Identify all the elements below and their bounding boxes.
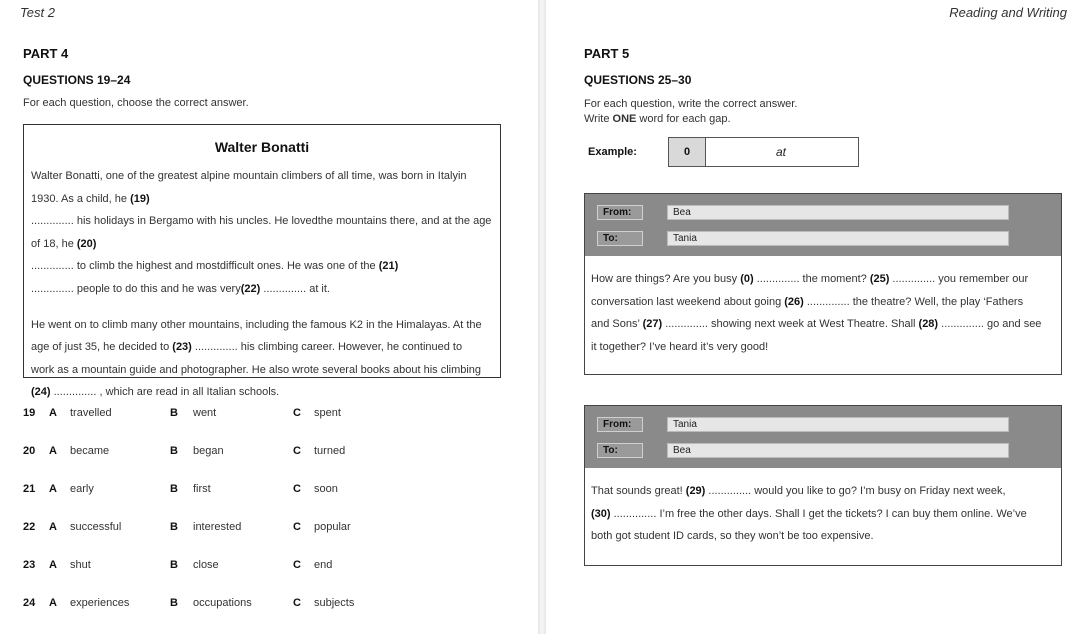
option-letter-b: B — [170, 559, 178, 571]
option-b-19[interactable]: went — [193, 407, 217, 419]
option-letter-a: A — [49, 407, 57, 419]
text-segment: That sounds great! — [591, 485, 686, 497]
text-segment: .............. you remember our — [889, 273, 1029, 285]
option-letter-a: A — [49, 483, 57, 495]
text-segment: difficult ones. He was one of the — [219, 260, 379, 273]
question-number: 21 — [23, 483, 36, 495]
option-c-23[interactable]: end — [314, 559, 333, 571]
option-c-20[interactable]: turned — [314, 445, 346, 457]
option-c-22[interactable]: popular — [314, 521, 351, 533]
option-row-19 — [23, 407, 483, 421]
option-letter-c: C — [293, 445, 301, 457]
question-number: (24) — [31, 386, 51, 399]
option-a-21[interactable]: early — [70, 483, 94, 495]
text-segment: in 1930. As a child, he — [31, 170, 467, 205]
question-number: 23 — [23, 559, 36, 571]
instruction-text: word for each gap. — [636, 113, 731, 125]
to-label: To: — [597, 231, 643, 246]
part5-instruction-line2 — [584, 112, 797, 127]
question-number: 20 — [23, 445, 36, 457]
text-segment: .............. people to do this and he was very — [31, 282, 241, 295]
text-segment: .............. the moment? — [753, 273, 870, 285]
text-segment: He went on to climb many other mountains, including the famous K2 in the Himalayas. At the — [31, 318, 482, 331]
option-letter-b: B — [170, 597, 178, 609]
text-segment: .............. would you like to go? I’m busy on Friday next week, — [705, 485, 1006, 497]
example-answer: at — [704, 137, 859, 167]
email-1-from-value: Bea — [667, 205, 1009, 220]
from-label: From: — [597, 205, 643, 220]
question-number: (26) — [784, 295, 804, 308]
option-letter-b: B — [170, 445, 178, 457]
reading-text-box — [23, 124, 501, 399]
reading-paragraph-2 — [31, 314, 497, 404]
option-row-21 — [23, 483, 483, 497]
instruction-bold: ONE — [612, 113, 637, 125]
example-label: Example: — [588, 146, 637, 158]
question-number: (25) — [869, 273, 890, 285]
part5-questions: QUESTIONS 25–30 — [584, 73, 692, 87]
question-number: (30) — [591, 507, 611, 520]
part4-title: PART 4 — [23, 46, 69, 61]
text-segment: Walter Bonatti, one of the greatest alpine mountain climbers of all time, was born in Italy — [31, 170, 458, 182]
option-row-24 — [23, 597, 483, 611]
question-number: (21) — [378, 260, 399, 273]
option-row-22 — [23, 521, 483, 535]
option-c-21[interactable]: soon — [314, 483, 338, 495]
question-number: (0) — [740, 273, 754, 285]
option-letter-a: A — [49, 445, 57, 457]
option-letter-a: A — [49, 559, 57, 571]
example-number: 0 — [668, 137, 706, 167]
email-2-to-value: Bea — [667, 443, 1009, 458]
example-box — [584, 137, 860, 167]
email-2 — [584, 405, 1062, 566]
option-letter-c: C — [293, 407, 301, 419]
email-1-header — [585, 194, 1061, 256]
question-number: (19) — [130, 192, 150, 205]
text-segment: .............. showing next week at West Theatre. Shall — [662, 318, 919, 331]
option-a-24[interactable]: experiences — [70, 597, 130, 609]
text-segment: How are things? Are you busy — [591, 273, 741, 285]
part4-questions: QUESTIONS 19–24 — [23, 73, 131, 87]
part5-instruction — [584, 97, 797, 127]
option-letter-b: B — [170, 483, 178, 495]
email-1 — [584, 193, 1062, 375]
option-letter-b: B — [170, 407, 178, 419]
email-2-body — [585, 468, 1061, 548]
option-b-21[interactable]: first — [193, 483, 211, 495]
text-segment: the mountains there, and at the age of 18, he — [31, 215, 492, 250]
left-page — [0, 0, 538, 634]
option-letter-c: C — [293, 521, 301, 533]
question-number: (20) — [76, 237, 97, 250]
question-number: (27) — [642, 318, 663, 331]
question-number: 19 — [23, 407, 36, 419]
text-segment: .............. I’m free the other days. Shall I get the tickets? I can buy them online. We’ve — [610, 507, 1027, 520]
email-1-body — [585, 256, 1061, 358]
option-b-20[interactable]: began — [193, 445, 224, 457]
text-segment: .............. to climb the highest and most — [31, 260, 220, 273]
from-label: From: — [597, 417, 643, 432]
option-b-23[interactable]: close — [193, 559, 219, 571]
text-segment: work as a mountain guide and photographer. He also wrote several books about his climbing — [31, 363, 482, 376]
page-header-left: Test 2 — [20, 5, 55, 20]
reading-text-title: Walter Bonatti — [214, 139, 310, 155]
option-a-22[interactable]: successful — [70, 521, 122, 533]
option-a-20[interactable]: became — [70, 445, 110, 457]
option-row-23 — [23, 559, 483, 573]
text-segment: .............. the theatre? Well, the play ‘Fathers — [803, 295, 1024, 308]
option-letter-b: B — [170, 521, 178, 533]
question-number: 24 — [23, 597, 36, 609]
option-b-22[interactable]: interested — [193, 521, 242, 533]
option-letter-c: C — [293, 559, 301, 571]
question-number: (28) — [918, 318, 939, 331]
text-segment: conversation last weekend about going — [591, 295, 785, 308]
question-number: 22 — [23, 521, 36, 533]
page-header-right: Reading and Writing — [949, 5, 1067, 20]
option-letter-c: C — [293, 597, 301, 609]
part4-instruction: For each question, choose the correct answer. — [23, 97, 249, 109]
part5-instruction-line1: For each question, write the correct answer. — [584, 98, 798, 110]
email-2-from-value: Tania — [667, 417, 1009, 432]
option-b-24[interactable]: occupations — [193, 597, 252, 609]
reading-text-body — [31, 165, 497, 404]
part5-title: PART 5 — [584, 46, 630, 61]
question-number: (22) — [240, 282, 261, 295]
option-c-19[interactable]: spent — [314, 407, 341, 419]
question-number: (23) — [172, 341, 192, 354]
option-row-20 — [23, 445, 483, 459]
text-segment: age of just 35, he decided to — [31, 341, 173, 354]
email-2-header — [585, 406, 1061, 468]
option-a-19[interactable]: travelled — [70, 407, 112, 419]
option-letter-a: A — [49, 521, 57, 533]
question-number: (29) — [685, 485, 706, 497]
text-segment: .............. at it. — [260, 282, 330, 295]
book-gutter — [538, 0, 546, 634]
reading-paragraph-1 — [31, 165, 497, 301]
option-c-24[interactable]: subjects — [314, 597, 355, 609]
text-segment: both got student ID cards, so they won’t be too expensive. — [591, 530, 874, 543]
text-segment: .............. go and see — [938, 318, 1042, 331]
text-segment: .............. , which are read in all Italian schools. — [50, 386, 280, 399]
text-segment: .............. his climbing career. However, he continued to — [191, 341, 463, 354]
email-1-to-value: Tania — [667, 231, 1009, 246]
right-page — [546, 0, 1080, 634]
option-letter-c: C — [293, 483, 301, 495]
text-segment: and Sons’ — [591, 318, 643, 331]
text-segment: .............. his holidays in Bergamo with his uncles. He loved — [31, 215, 318, 228]
to-label: To: — [597, 443, 643, 458]
text-segment: it together? I’ve heard it’s very good! — [591, 340, 769, 353]
option-a-23[interactable]: shut — [70, 559, 91, 571]
instruction-text: Write — [584, 113, 613, 125]
option-letter-a: A — [49, 597, 57, 609]
